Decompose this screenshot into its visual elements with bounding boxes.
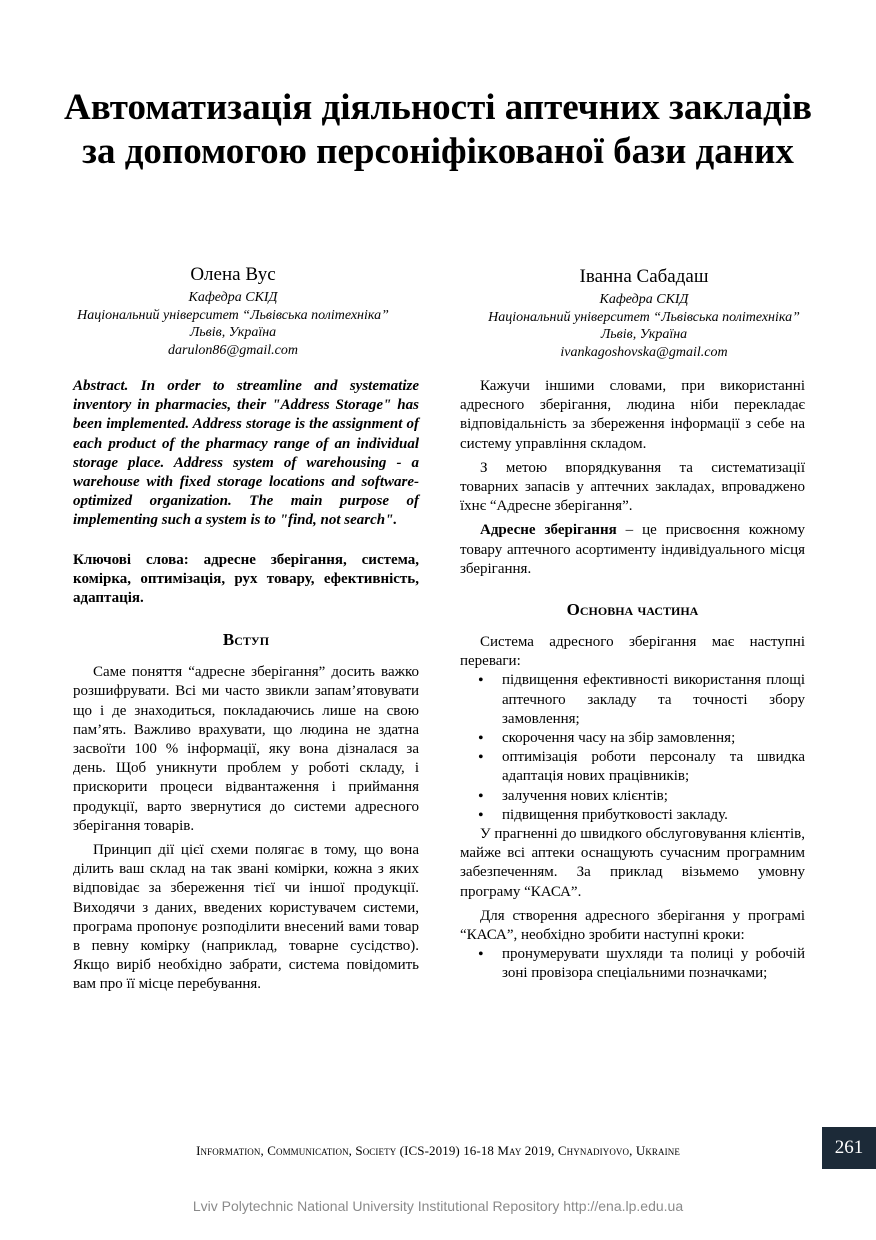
author-email: darulon86@gmail.com <box>168 342 298 358</box>
author-department: Кафедра СКІД <box>599 292 689 307</box>
author-block-left <box>40 263 426 359</box>
definition-text: – це присвоєння кожному товару аптечного асортименту індивідуального місця зберігання. <box>460 522 805 577</box>
intro-paragraph: Принцип дії цієї схеми полягає в тому, що вона ділить ваш склад на так звані комірки, кожна з яких відповідає за збереження тієї чи іншої продукції. Виходячи з даних, введених користувачем системи, програма пропонує розподілити внесений вами товар в певну комірку (наприклад, товарне сусідство). Якщо виріб необхідно забрати, система повідомить вам про її місце перебування. <box>73 842 419 993</box>
author-email: ivankagoshovska@gmail.com <box>560 344 728 360</box>
definition-paragraph <box>460 521 805 579</box>
list-item: • підвищення прибутковості закладу. <box>502 806 805 825</box>
paper-title: Автоматизація діяльності аптечних закладів за допомогою персоніфікованої бази даних <box>64 87 812 172</box>
author-department: Кафедра СКІД <box>188 290 278 305</box>
advantages-list <box>460 671 805 825</box>
author-university: Національний університет “Львівська політехніка” <box>488 309 800 325</box>
section-heading-intro: Вступ <box>222 630 270 650</box>
page-number-badge: 261 <box>822 1127 876 1169</box>
conference-footer: Information, Communication, Society (ICS-2019) 16-18 May 2019, Chynadiyovo, Ukraine <box>196 1143 680 1158</box>
body-paragraph: Система адресного зберігання має наступні переваги: <box>460 634 805 670</box>
list-item: • підвищення ефективності використання площі аптечного закладу та точності збору замовлення; <box>502 671 805 729</box>
intro-paragraph: Саме поняття “адресне зберігання” досить важко розшифрувати. Всі ми часто звикли запам’ятовувати що і де знаходиться, покладаючись лише на свою пам’ять. Важливо врахувати, що людина не здатна засвоїти 100 % інформації, яку вона дізналася за день. Щоб уникнути проблем у роботі складу, і прискорити процеси відвантаження і приймання продукції, варто звернутися до системи адресного зберігання товарів. <box>73 664 419 834</box>
definition-term: Адресне зберігання <box>480 522 617 539</box>
abstract: Abstract. In order to streamline and systematize inventory in pharmacies, their "Address Storage" has been implemented. Address storage is the assignment of each product of the pharmacy range of an individual storage place. Address system of warehousing - a warehouse with fixed storage locations and software-optimized organization. The main purpose of implementing such a system is to "find, not search". <box>73 378 419 529</box>
author-block-right <box>452 265 836 361</box>
list-item: • залучення нових клієнтів; <box>502 787 805 806</box>
right-column <box>460 377 805 984</box>
list-item: • оптимізація роботи персоналу та швидка адаптація нових працівників; <box>502 748 805 786</box>
author-university: Національний університет “Львівська політехніка” <box>77 307 389 323</box>
body-paragraph: Кажучи іншими словами, при використанні адресного зберігання, людина ніби перекладає відповідальність за збереження інформації з себе на систему управління складом. <box>460 378 805 452</box>
body-paragraph: З метою впорядкування та систематизації товарних запасів у аптечних закладах, впроваджено їхнє “Адресне зберігання”. <box>460 459 805 515</box>
keywords: Ключові слова: адресне зберігання, система, комірка, оптимізація, рух товару, ефективність, адаптація. <box>73 551 419 607</box>
repository-watermark: Lviv Polytechnic National University Institutional Repository http://ena.lp.edu.ua <box>192 1198 684 1214</box>
list-item: • скорочення часу на збір замовлення; <box>502 729 805 748</box>
author-city: Львів, Україна <box>600 327 688 342</box>
steps-list <box>460 945 805 983</box>
author-city: Львів, Україна <box>189 325 277 340</box>
body-paragraph: Для створення адресного зберігання у програмі “КАСА”, необхідно зробити наступні кроки: <box>460 907 805 944</box>
author-name: Іванна Сабадаш <box>579 266 709 287</box>
list-item: • пронумерувати шухляди та полиці у робочій зоні провізора спеціальними позначками; <box>502 945 805 983</box>
left-column <box>73 377 419 995</box>
body-paragraph: У прагненні до швидкого обслуговування клієнтів, майже всі аптеки оснащують сучасним програмним забезпеченням. За приклад візьмемо умовну програму “КАСА”. <box>460 826 805 900</box>
author-name: Олена Вус <box>190 264 276 285</box>
section-heading-main: Основна частина <box>566 600 699 620</box>
